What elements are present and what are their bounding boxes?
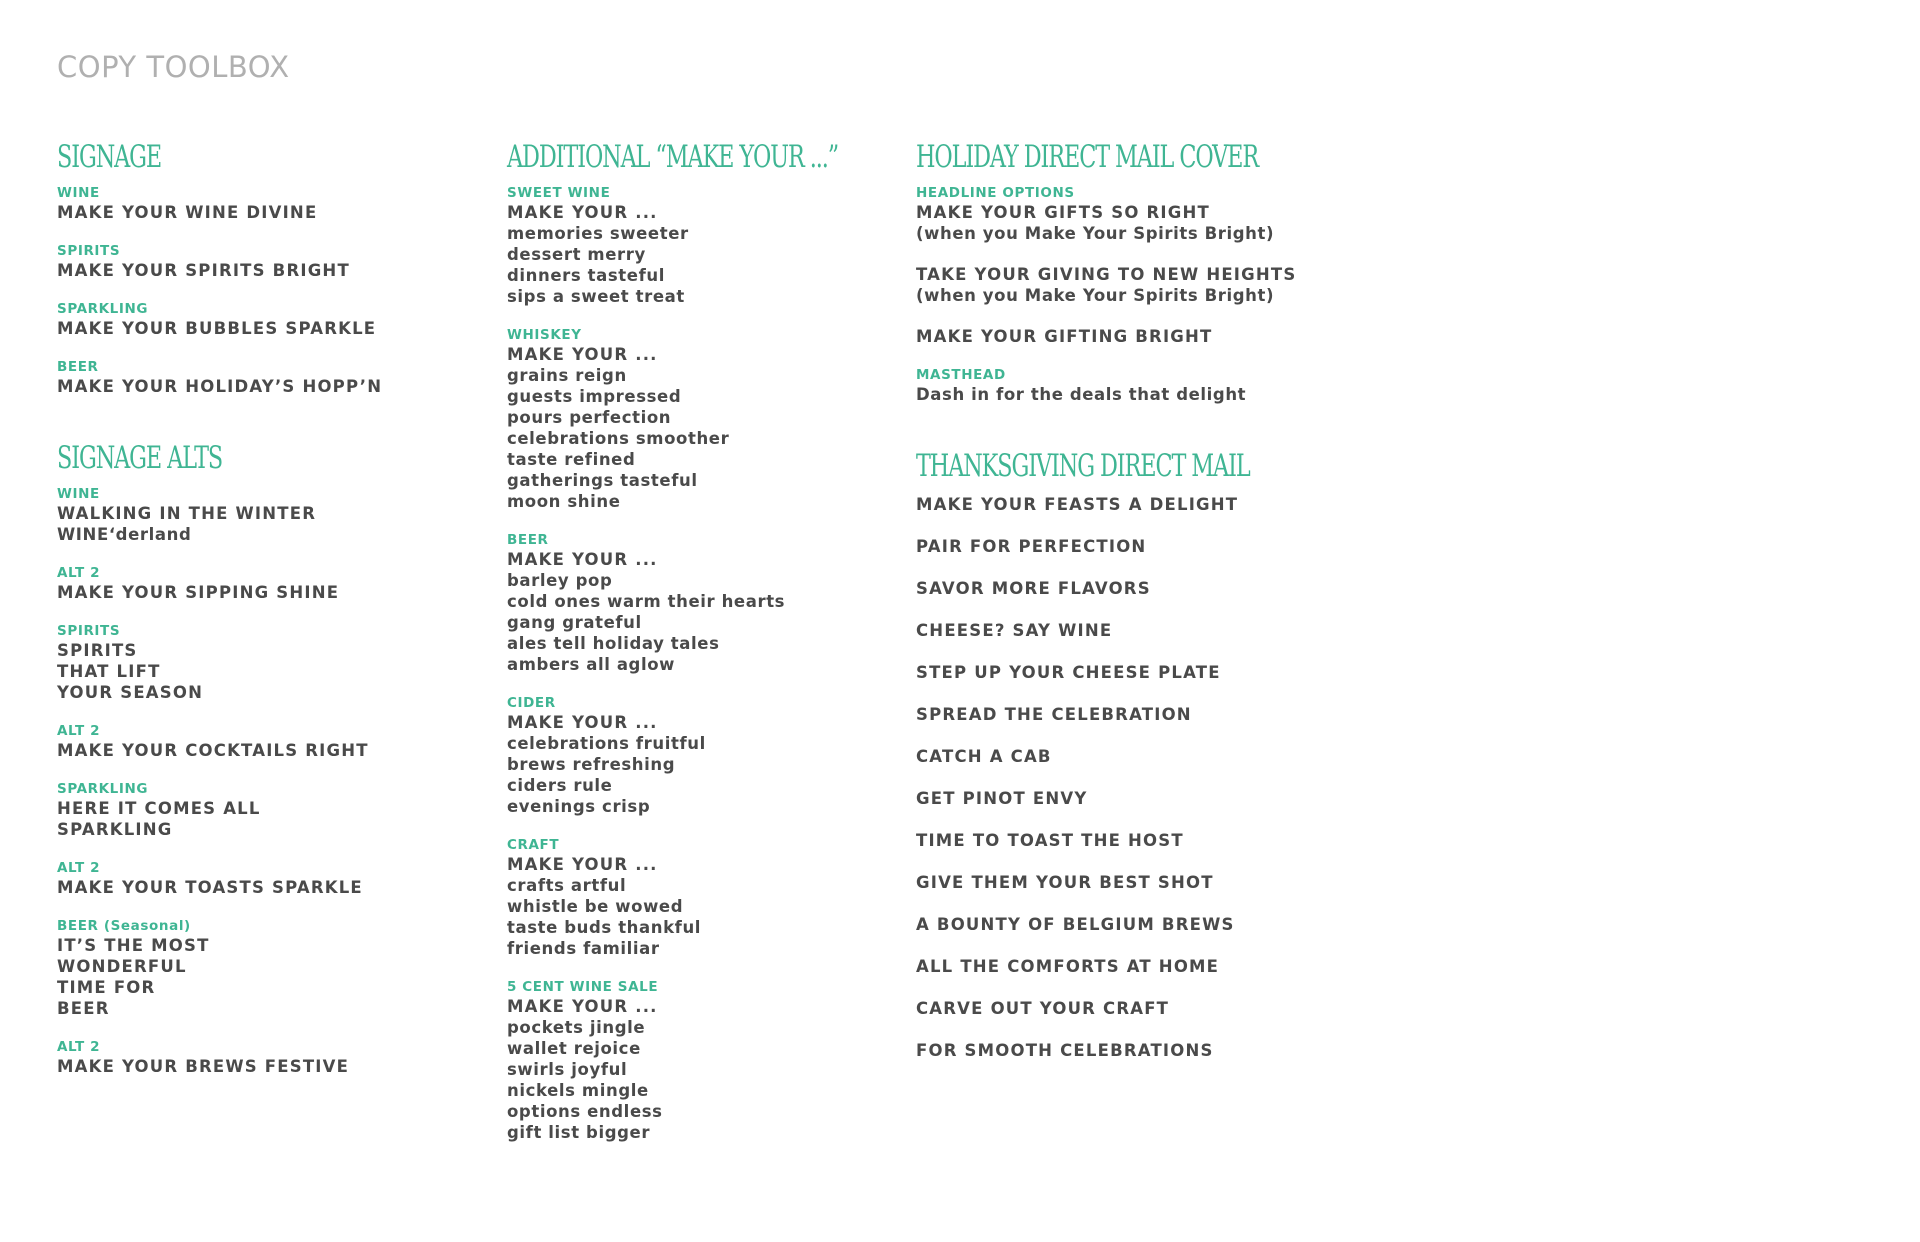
- entry-line: WALKING IN THE WINTER: [57, 504, 317, 523]
- copy-entry: [507, 979, 887, 1143]
- entry-line: MAKE YOUR BUBBLES SPARKLE: [57, 319, 377, 338]
- entry-line: WONDERFUL: [57, 957, 187, 976]
- headline-line: (when you Make Your Spirits Bright): [916, 224, 1275, 243]
- thanksgiving-item: STEP UP YOUR CHEESE PLATE: [916, 663, 1221, 682]
- entry-line: crafts artful: [507, 876, 627, 895]
- page-title: COPY TOOLBOX: [57, 50, 290, 84]
- signage-alts-entries: [57, 486, 477, 1077]
- entry-line: whistle be wowed: [507, 897, 684, 916]
- entry-line: TIME FOR: [57, 978, 156, 997]
- entry-label: BEER: [507, 532, 549, 548]
- entry-line: MAKE YOUR SIPPING SHINE: [57, 583, 340, 602]
- entry-line: MAKE YOUR ...: [507, 203, 658, 222]
- entry-line: MAKE YOUR COCKTAILS RIGHT: [57, 741, 369, 760]
- entry-line: friends familiar: [507, 939, 660, 958]
- entry-label: SPIRITS: [57, 243, 121, 259]
- copy-entry: [57, 918, 477, 1019]
- entry-line: ales tell holiday tales: [507, 634, 720, 653]
- entry-line: options endless: [507, 1102, 663, 1121]
- entry-line: MAKE YOUR ...: [507, 550, 658, 569]
- headline-option: [916, 202, 1396, 244]
- entry-line: celebrations fruitful: [507, 734, 706, 753]
- entry-line: MAKE YOUR BREWS FESTIVE: [57, 1057, 350, 1076]
- headline-line: MAKE YOUR GIFTING BRIGHT: [916, 327, 1213, 346]
- entry-label: SWEET WINE: [507, 185, 611, 201]
- entry-label: 5 CENT WINE SALE: [507, 979, 659, 995]
- entry-line: WINE‘derland: [57, 525, 192, 544]
- headline-groups: [916, 202, 1396, 347]
- thanksgiving-item: SAVOR MORE FLAVORS: [916, 579, 1151, 598]
- entry-line: pockets jingle: [507, 1018, 646, 1037]
- entry-line: moon shine: [507, 492, 621, 511]
- headline-line: MAKE YOUR GIFTS SO RIGHT: [916, 203, 1210, 222]
- entry-line: evenings crisp: [507, 797, 651, 816]
- entry-line: IT’S THE MOST: [57, 936, 210, 955]
- entry-label: WHISKEY: [507, 327, 582, 343]
- copy-entry: [57, 723, 477, 761]
- entry-label: WINE: [57, 486, 100, 502]
- entry-line: taste buds thankful: [507, 918, 702, 937]
- entry-line: MAKE YOUR ...: [507, 345, 658, 364]
- section-additional: [507, 140, 887, 1143]
- masthead-label: MASTHEAD: [916, 367, 1006, 383]
- copy-entry: [57, 565, 477, 603]
- entry-label: ALT 2: [57, 723, 101, 739]
- signage-entries: [57, 185, 477, 397]
- copy-entry: [57, 243, 477, 281]
- thanksgiving-item: SPREAD THE CELEBRATION: [916, 705, 1192, 724]
- headline-option: [916, 264, 1396, 306]
- thanksgiving-item: TIME TO TOAST THE HOST: [916, 831, 1184, 850]
- copy-entry: [57, 623, 477, 703]
- section-thanksgiving-direct-mail: [916, 449, 1396, 1061]
- section-holiday-direct-mail: [916, 140, 1396, 405]
- entry-line: grains reign: [507, 366, 627, 385]
- entry-label: BEER: [57, 359, 99, 375]
- column-additional: [507, 140, 887, 1181]
- thanksgiving-item: MAKE YOUR FEASTS A DELIGHT: [916, 495, 1239, 514]
- entry-label: SPIRITS: [57, 623, 121, 639]
- copy-entry: [507, 532, 887, 675]
- entry-line: taste refined: [507, 450, 636, 469]
- additional-entries: [507, 185, 887, 1143]
- entry-line: SPARKLING: [57, 820, 173, 839]
- copy-entry: [57, 301, 477, 339]
- entry-line: BEER: [57, 999, 110, 1018]
- entry-line: HERE IT COMES ALL: [57, 799, 261, 818]
- entry-label: CIDER: [507, 695, 556, 711]
- entry-line: gift list bigger: [507, 1123, 651, 1142]
- thanksgiving-item: GIVE THEM YOUR BEST SHOT: [916, 873, 1214, 892]
- masthead-text: Dash in for the deals that delight: [916, 385, 1247, 404]
- thanksgiving-item: PAIR FOR PERFECTION: [916, 537, 1147, 556]
- thanksgiving-item: CHEESE? SAY WINE: [916, 621, 1113, 640]
- entry-line: memories sweeter: [507, 224, 689, 243]
- entry-line: MAKE YOUR ...: [507, 713, 658, 732]
- headline-line: (when you Make Your Spirits Bright): [916, 286, 1275, 305]
- headline-option: [916, 326, 1396, 347]
- entry-line: MAKE YOUR TOASTS SPARKLE: [57, 878, 363, 897]
- thanksgiving-item: FOR SMOOTH CELEBRATIONS: [916, 1041, 1214, 1060]
- entry-line: THAT LIFT: [57, 662, 161, 681]
- entry-line: celebrations smoother: [507, 429, 730, 448]
- copy-entry: [57, 486, 477, 545]
- entry-line: YOUR SEASON: [57, 683, 204, 702]
- entry-label: ALT 2: [57, 565, 101, 581]
- section-title-signage-alts: SIGNAGE ALTS: [57, 440, 223, 476]
- headline-line: TAKE YOUR GIVING TO NEW HEIGHTS: [916, 265, 1297, 284]
- copy-entry: [507, 327, 887, 512]
- section-signage: [57, 140, 477, 397]
- entry-line: gang grateful: [507, 613, 642, 632]
- copy-entry: [507, 185, 887, 307]
- entry-label: ALT 2: [57, 1039, 101, 1055]
- thanksgiving-items: [916, 494, 1396, 1061]
- entry-line: MAKE YOUR ...: [507, 855, 658, 874]
- copy-entry: [57, 1039, 477, 1077]
- headline-options-label: HEADLINE OPTIONS: [916, 185, 1075, 201]
- entry-label: SPARKLING: [57, 301, 149, 317]
- section-title-holiday: HOLIDAY DIRECT MAIL COVER: [916, 139, 1259, 175]
- entry-line: MAKE YOUR SPIRITS BRIGHT: [57, 261, 350, 280]
- thanksgiving-item: A BOUNTY OF BELGIUM BREWS: [916, 915, 1235, 934]
- entry-line: SPIRITS: [57, 641, 138, 660]
- entry-label: BEER (Seasonal): [57, 918, 191, 934]
- entry-label: CRAFT: [507, 837, 560, 853]
- thanksgiving-item: CATCH A CAB: [916, 747, 1052, 766]
- thanksgiving-item: GET PINOT ENVY: [916, 789, 1088, 808]
- section-title-thanksgiving: THANKSGIVING DIRECT MAIL: [916, 448, 1250, 484]
- copy-entry: [57, 359, 477, 397]
- entry-line: barley pop: [507, 571, 613, 590]
- entry-line: ambers all aglow: [507, 655, 676, 674]
- copy-entry: [57, 781, 477, 840]
- section-title-signage: SIGNAGE: [57, 139, 162, 175]
- entry-label: SPARKLING: [57, 781, 149, 797]
- column-direct-mail: [916, 140, 1396, 1099]
- copy-entry: [57, 185, 477, 223]
- copy-entry: [507, 695, 887, 817]
- entry-line: dinners tasteful: [507, 266, 665, 285]
- entry-line: ciders rule: [507, 776, 613, 795]
- thanksgiving-item: CARVE OUT YOUR CRAFT: [916, 999, 1170, 1018]
- copy-entry: [507, 837, 887, 959]
- section-signage-alts: [57, 441, 477, 1077]
- entry-line: brews refreshing: [507, 755, 676, 774]
- entry-line: gatherings tasteful: [507, 471, 698, 490]
- column-signage: [57, 140, 477, 1115]
- thanksgiving-item: ALL THE COMFORTS AT HOME: [916, 957, 1220, 976]
- entry-line: guests impressed: [507, 387, 682, 406]
- entry-line: cold ones warm their hearts: [507, 592, 786, 611]
- entry-line: dessert merry: [507, 245, 646, 264]
- entry-line: swirls joyful: [507, 1060, 628, 1079]
- section-title-additional: ADDITIONAL “MAKE YOUR ...”: [507, 139, 839, 175]
- copy-entry: [57, 860, 477, 898]
- entry-line: MAKE YOUR HOLIDAY’S HOPP’N: [57, 377, 383, 396]
- entry-line: sips a sweet treat: [507, 287, 685, 306]
- entry-line: pours perfection: [507, 408, 672, 427]
- entry-label: ALT 2: [57, 860, 101, 876]
- entry-line: nickels mingle: [507, 1081, 649, 1100]
- entry-line: wallet rejoice: [507, 1039, 641, 1058]
- entry-line: MAKE YOUR WINE DIVINE: [57, 203, 318, 222]
- entry-label: WINE: [57, 185, 100, 201]
- entry-line: MAKE YOUR ...: [507, 997, 658, 1016]
